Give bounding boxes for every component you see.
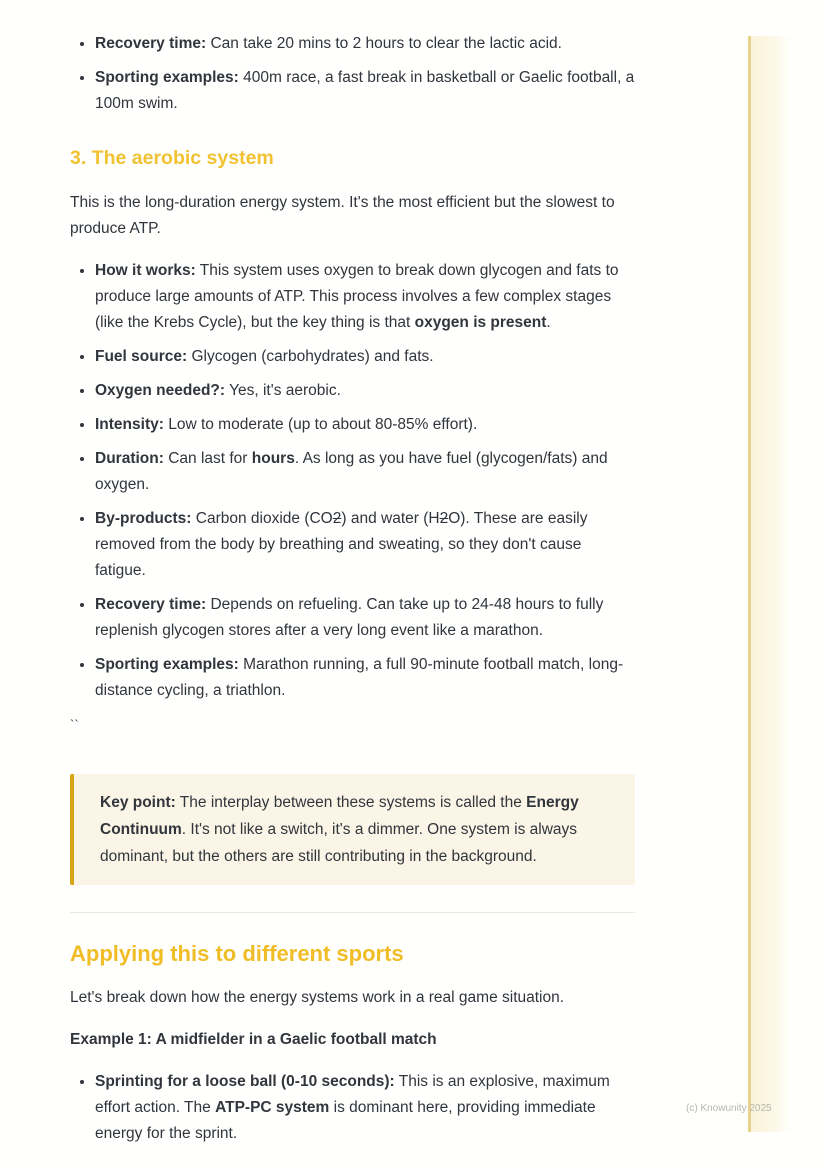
bullet-item: • Fuel source: Glycogen (carbohydrates) and fats. xyxy=(95,344,635,370)
bullet-item: • Recovery time: Depends on refueling. Can take up to 24-48 hours to fully replenish glycogen stores after a very long event like a marathon. xyxy=(95,592,635,644)
key-point-callout xyxy=(70,774,635,885)
bullet-item: • Recovery time: Can take 20 mins to 2 hours to clear the lactic acid. xyxy=(95,31,635,57)
example-heading: Example 1: A midfielder in a Gaelic football match xyxy=(70,1031,437,1048)
bullet-item: • Intensity: Low to moderate (up to about 80-85% effort). xyxy=(95,412,635,438)
copyright-watermark: (c) Knowunity 2025 xyxy=(686,1103,772,1114)
bullet-item: • Duration: Can last for hours. As long as you have fuel (glycogen/fats) and oxygen. xyxy=(95,446,635,498)
section-divider xyxy=(70,912,635,913)
aerobic-heading: 3. The aerobic system xyxy=(70,147,274,169)
aerobic-list xyxy=(70,258,635,704)
bullet-item: • Oxygen needed?: Yes, it's aerobic. xyxy=(95,378,635,404)
bullet-item: • Sporting examples: Marathon running, a full 90-minute football match, long-distance cycling, a triathlon. xyxy=(95,652,635,704)
bullet-item: • Sporting examples: 400m race, a fast break in basketball or Gaelic football, a 100m swim. xyxy=(95,65,635,117)
document-content xyxy=(70,0,635,1147)
stray-backticks: `` xyxy=(70,717,79,732)
aerobic-intro: This is the long-duration energy system. It's the most efficient but the slowest to produce ATP. xyxy=(70,194,615,237)
applying-intro: Let's break down how the energy systems work in a real game situation. xyxy=(70,989,565,1006)
page-edge-highlight xyxy=(748,36,792,1132)
bullet-item: • How it works: This system uses oxygen to break down glycogen and fats to produce large amounts of ATP. This process involves a few complex stages (like the Krebs Cycle), but the key thing is that oxygen is present. xyxy=(95,258,635,336)
bullet-item: • Sprinting for a loose ball (0-10 seconds): This is an explosive, maximum effort action. The ATP-PC system is dominant here, providing immediate energy for the sprint. xyxy=(95,1069,635,1147)
applying-heading: Applying this to different sports xyxy=(70,941,404,966)
example-list xyxy=(70,1069,635,1147)
key-point-text: Key point: The interplay between these systems is called the Energy Continuum. It's not like a switch, it's a dimmer. One system is always dominant, but the others are still contributing in the background. xyxy=(100,794,579,865)
lactic-tail-list xyxy=(70,31,635,117)
bullet-item: • By-products: Carbon dioxide (CO2) and water (H2O). These are easily removed from the body by breathing and sweating, so they don't cause fatigue. xyxy=(95,506,635,584)
